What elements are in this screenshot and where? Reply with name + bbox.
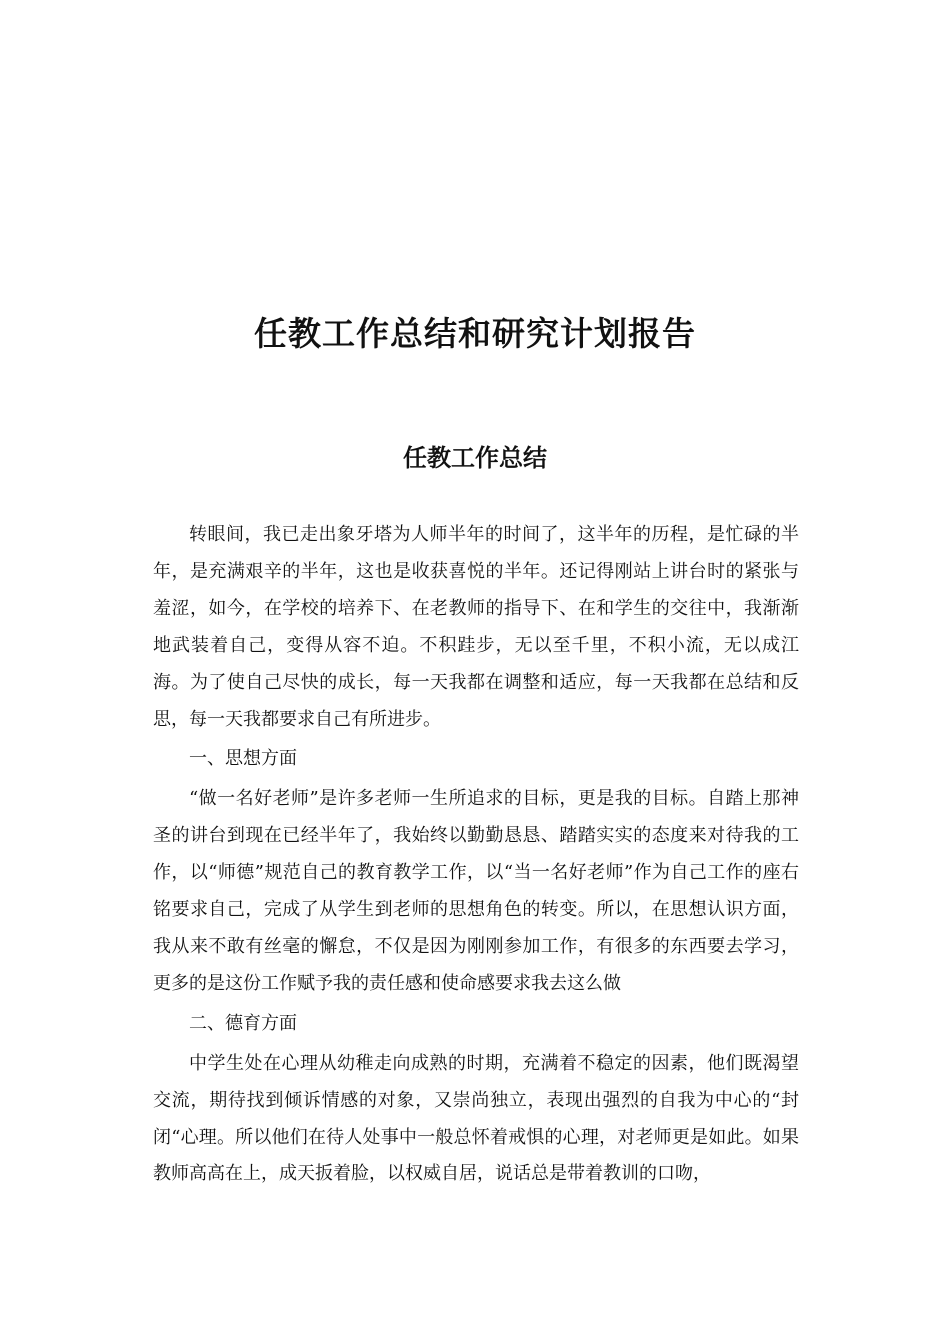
paragraph-intro: 转眼间，我已走出象牙塔为人师半年的时间了，这半年的历程，是忙碌的半年，是充满艰辛的半年，这也是收获喜悦的半年。还记得刚站上讲台时的紧张与羞涩，如今，在学校的培养下、在老教师的指导下、在和学生的交往中，我渐渐地武装着自己，变得从容不迫。不积跬步，无以至千里，不积小流，无以成江海。为了使自己尽快的成长，每一天我都在调整和适应，每一天我都在总结和反思，每一天我都要求自己有所进步。 <box>153 524 799 730</box>
section-title: 任教工作总结 <box>403 444 547 472</box>
document-body <box>153 517 799 1196</box>
paragraph-thought: “做一名好老师”是许多老师一生所追求的目标，更是我的目标。自踏上那神圣的讲台到现在已经半年了，我始终以勤勤恳恳、踏踏实实的态度来对待我的工作，以“师德”规范自己的教育教学工作，以“当一名好老师”作为自己工作的座右铭要求自己，完成了从学生到老师的思想角色的转变。所以，在思想认识方面，我从来不敢有丝毫的懈怠，不仅是因为刚刚参加工作，有很多的东西要去学习，更多的是这份工作赋予我的责任感和使命感要求我去这么做 <box>153 788 799 994</box>
document-title: 任教工作总结和研究计划报告 <box>254 314 696 353</box>
paragraph-moral-education: 中学生处在心理从幼稚走向成熟的时期，充满着不稳定的因素，他们既渴望交流，期待找到倾诉情感的对象，又崇尚独立，表现出强烈的自我为中心的“封闭“心理。所以他们在待人处事中一般总怀着戒惧的心理，对老师更是如此。如果教师高高在上，成天扳着脸，以权威自居，说话总是带着教训的口吻， <box>153 1052 799 1185</box>
heading-moral-education: 二、德育方面 <box>189 1012 297 1034</box>
heading-thought: 一、思想方面 <box>189 748 297 770</box>
